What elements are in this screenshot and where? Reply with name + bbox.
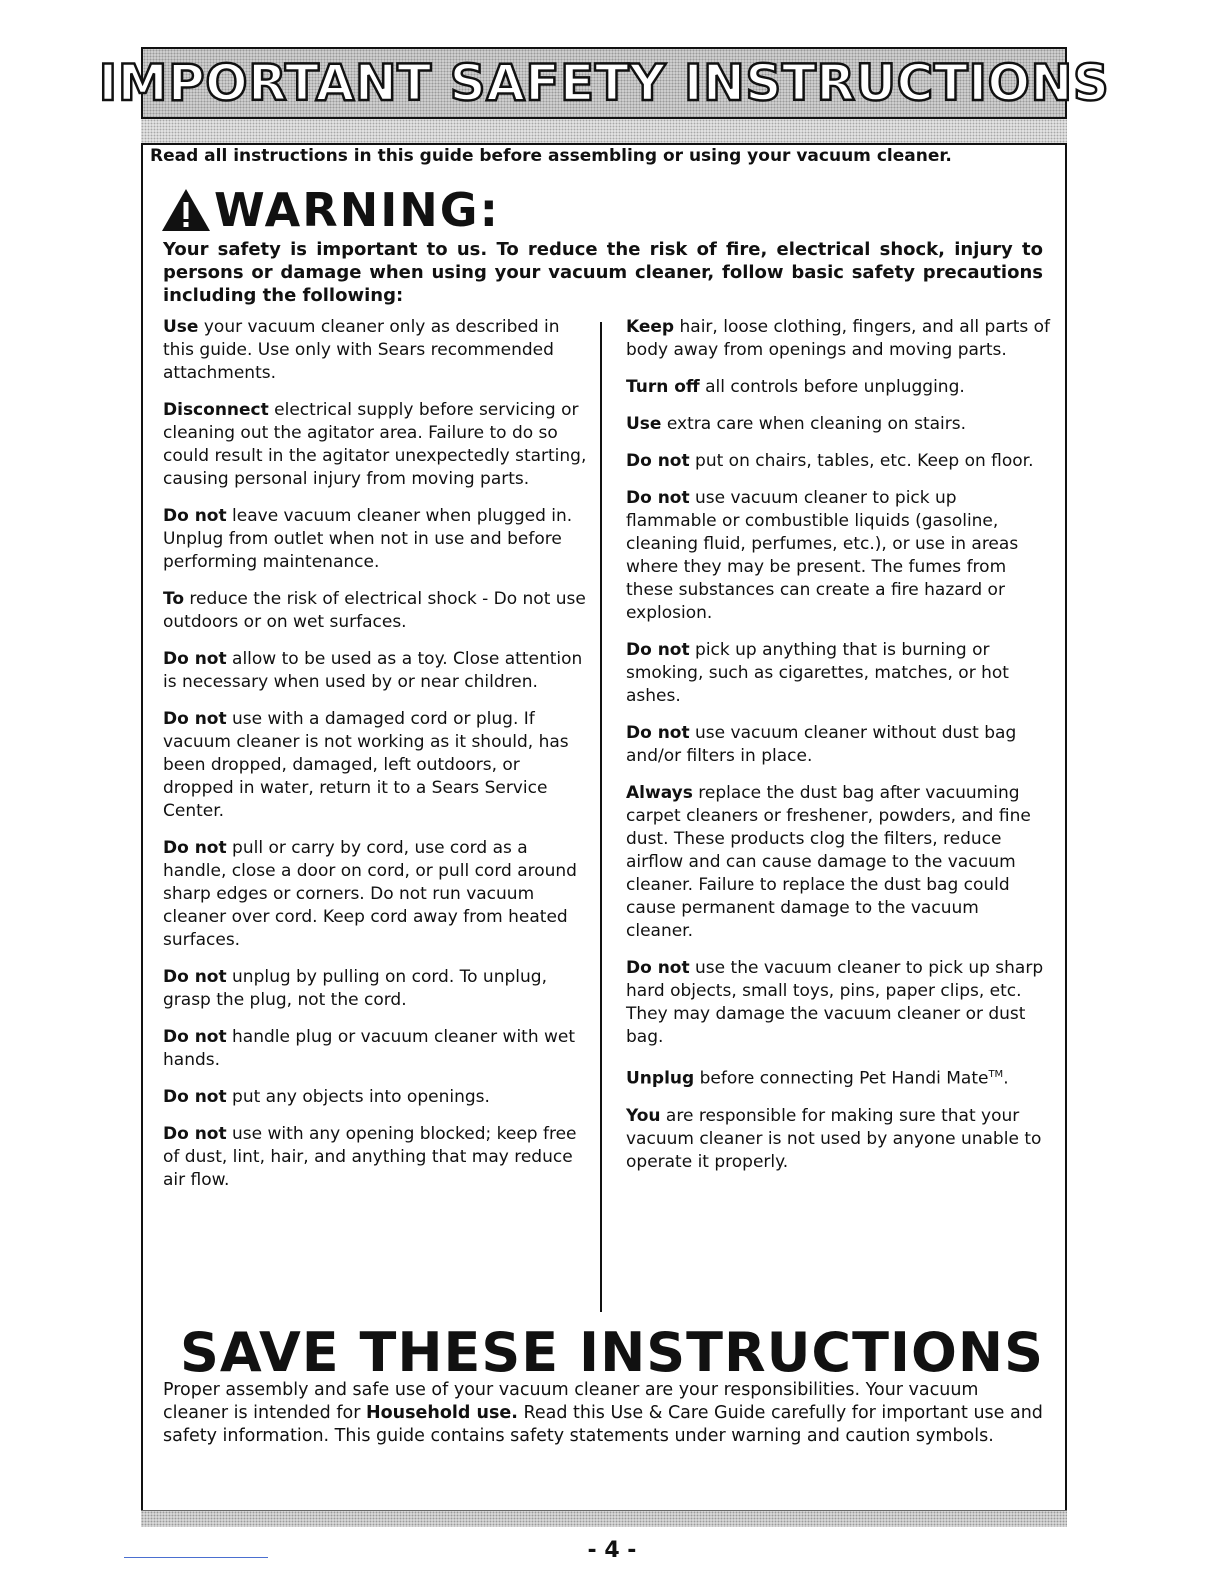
safety-item-lead: Do not: [163, 1124, 227, 1144]
safety-item-lead: Use: [626, 414, 662, 434]
safety-item: [163, 837, 588, 952]
safety-item-text: pull or carry by cord, use cord as a handle, close a door on cord, or pull cord around sharp edges or corners. Do not run vacuum cleaner over cord. Keep cord away from heated surfaces.: [163, 838, 577, 950]
safety-item: [626, 376, 1051, 399]
safety-item: [626, 1105, 1051, 1174]
safety-item-lead: Turn off: [626, 377, 700, 397]
safety-item-text: your vacuum cleaner only as described in this guide. Use only with Sears recommended attachments.: [163, 317, 560, 383]
safety-item-text: pick up anything that is burning or smoking, such as cigarettes, matches, or hot ashes.: [626, 640, 1009, 706]
header-banner: [98, 47, 1110, 119]
save-instructions-text: [163, 1379, 1043, 1448]
safety-item: [626, 782, 1051, 943]
trademark-mark: TM: [988, 1069, 1004, 1080]
safety-item: [626, 1063, 1051, 1091]
page-title: IMPORTANT SAFETY INSTRUCTIONS: [98, 54, 1110, 112]
warning-lead: Your safety is important to us. To reduce the risk of fire, electrical shock, injury to persons or damage when using your vacuum cleaner, follow basic safety precautions including the following:: [163, 239, 1043, 306]
top-texture-band: [141, 119, 1067, 145]
safety-item: [163, 588, 588, 634]
safety-item-text: use with any opening blocked; keep free of dust, lint, hair, and anything that may reduce air flow.: [163, 1124, 577, 1190]
safety-item: [626, 316, 1051, 362]
warning-triangle-icon: [160, 187, 212, 233]
safety-item: [626, 639, 1051, 708]
safety-item-text: extra care when cleaning on stairs.: [661, 414, 967, 434]
safety-item-lead: Do not: [163, 649, 227, 669]
safety-item-lead: Disconnect: [163, 400, 269, 420]
safety-item-lead: Always: [626, 783, 693, 803]
safety-item: [163, 648, 588, 694]
safety-item-text: are responsible for making sure that your vacuum cleaner is not used by anyone unable to operate it properly.: [626, 1105, 1042, 1172]
safety-item-lead: Do not: [626, 451, 690, 471]
safety-item-text: before connecting Pet Handi Mate: [694, 1068, 989, 1089]
safety-item-lead: Use: [163, 317, 199, 337]
safety-item-text: handle plug or vacuum cleaner with wet hands.: [163, 1027, 576, 1070]
safety-item-lead: You: [626, 1105, 661, 1126]
safety-item-text: put any objects into openings.: [226, 1087, 490, 1107]
safety-item: [163, 399, 588, 491]
save-instructions-title: SAVE THESE INSTRUCTIONS: [180, 1321, 1044, 1384]
safety-item-text: put on chairs, tables, etc. Keep on floor.: [689, 451, 1034, 471]
page-number: - 4 -: [587, 1538, 637, 1563]
safety-item: [163, 505, 588, 574]
save-text-bold: Household use.: [365, 1403, 518, 1423]
safety-item-tail: .: [1003, 1068, 1009, 1089]
safety-item-lead: Do not: [626, 488, 690, 508]
safety-item: [626, 487, 1051, 625]
safety-item-text: all controls before unplugging.: [699, 377, 965, 397]
safety-item: [163, 316, 588, 385]
safety-item-lead: Do not: [626, 723, 690, 743]
safety-item-text: electrical supply before servicing or cleaning out the agitator area. Failure to do so could result in the agitator unexpectedly starting, causing personal injury from moving parts.: [163, 400, 587, 489]
safety-item: [163, 708, 588, 823]
footnote-rule: [124, 1557, 268, 1558]
safety-item-lead: Keep: [626, 317, 675, 337]
safety-item-text: replace the dust bag after vacuuming carpet cleaners or freshener, powders, and fine dust. These products clog the filters, reduce airflow and can cause damage to the vacuum cleaner. Failure to replace the dust bag could cause permanent damage to the vacuum cleaner.: [626, 783, 1031, 941]
safety-item: [163, 1026, 588, 1072]
safety-item: [626, 957, 1051, 1049]
save-text-before: Proper assembly and safe use of your vacuum cleaner are your responsibilities. Your vacuum cleaner is intended for: [163, 1380, 979, 1423]
warning-heading: [160, 180, 500, 240]
intro-text: Read all instructions in this guide before assembling or using your vacuum cleaner.: [150, 146, 952, 166]
warning-title: WARNING:: [214, 183, 500, 237]
safety-item-lead: Do not: [163, 1087, 227, 1107]
safety-item: [626, 413, 1051, 436]
safety-item-text: use the vacuum cleaner to pick up sharp hard objects, small toys, pins, paper clips, etc. They may damage the vacuum cleaner or dust bag.: [626, 958, 1044, 1047]
safety-item-text: use vacuum cleaner without dust bag and/or filters in place.: [626, 723, 1017, 766]
safety-item-text: leave vacuum cleaner when plugged in. Unplug from outlet when not in use and before performing maintenance.: [163, 506, 573, 572]
safety-item-lead: Do not: [163, 709, 227, 729]
safety-item: [163, 1086, 588, 1109]
safety-item-text: use with a damaged cord or plug. If vacuum cleaner is not working as it should, has been dropped, damaged, left outdoors, or dropped in water, return it to a Sears Service Center.: [163, 709, 569, 821]
column-divider: [600, 322, 602, 1312]
safety-item-lead: Unplug: [626, 1068, 695, 1089]
safety-item-text: allow to be used as a toy. Close attention is necessary when used by or near children.: [163, 649, 583, 692]
safety-item: [626, 722, 1051, 768]
safety-item: [163, 966, 588, 1012]
safety-item-lead: Do not: [626, 958, 690, 978]
safety-item-lead: Do not: [163, 967, 227, 987]
safety-item-lead: Do not: [163, 506, 227, 526]
right-column: [626, 316, 1051, 1188]
safety-item-lead: Do not: [626, 640, 690, 660]
safety-item-lead: Do not: [163, 1027, 227, 1047]
safety-item: [626, 450, 1051, 473]
save-text-after: Read this Use & Care Guide carefully for important use and safety information. This guide contains safety statements under warning and caution symbols.: [163, 1403, 1043, 1446]
safety-item-text: use vacuum cleaner to pick up flammable or combustible liquids (gasoline, cleaning fluid, perfumes, etc.), or use in areas where they may be present. The fumes from these substances can create a fire hazard or explosion.: [626, 488, 1019, 623]
bottom-texture-band: [141, 1510, 1067, 1527]
safety-item: [163, 1123, 588, 1192]
safety-item-text: unplug by pulling on cord. To unplug, grasp the plug, not the cord.: [163, 967, 547, 1010]
safety-item-text: hair, loose clothing, fingers, and all parts of body away from openings and moving parts.: [626, 317, 1051, 360]
left-column: [163, 316, 588, 1206]
safety-item-text: reduce the risk of electrical shock - Do not use outdoors or on wet surfaces.: [163, 589, 586, 632]
safety-item-lead: To: [163, 589, 185, 609]
safety-item-lead: Do not: [163, 838, 227, 858]
